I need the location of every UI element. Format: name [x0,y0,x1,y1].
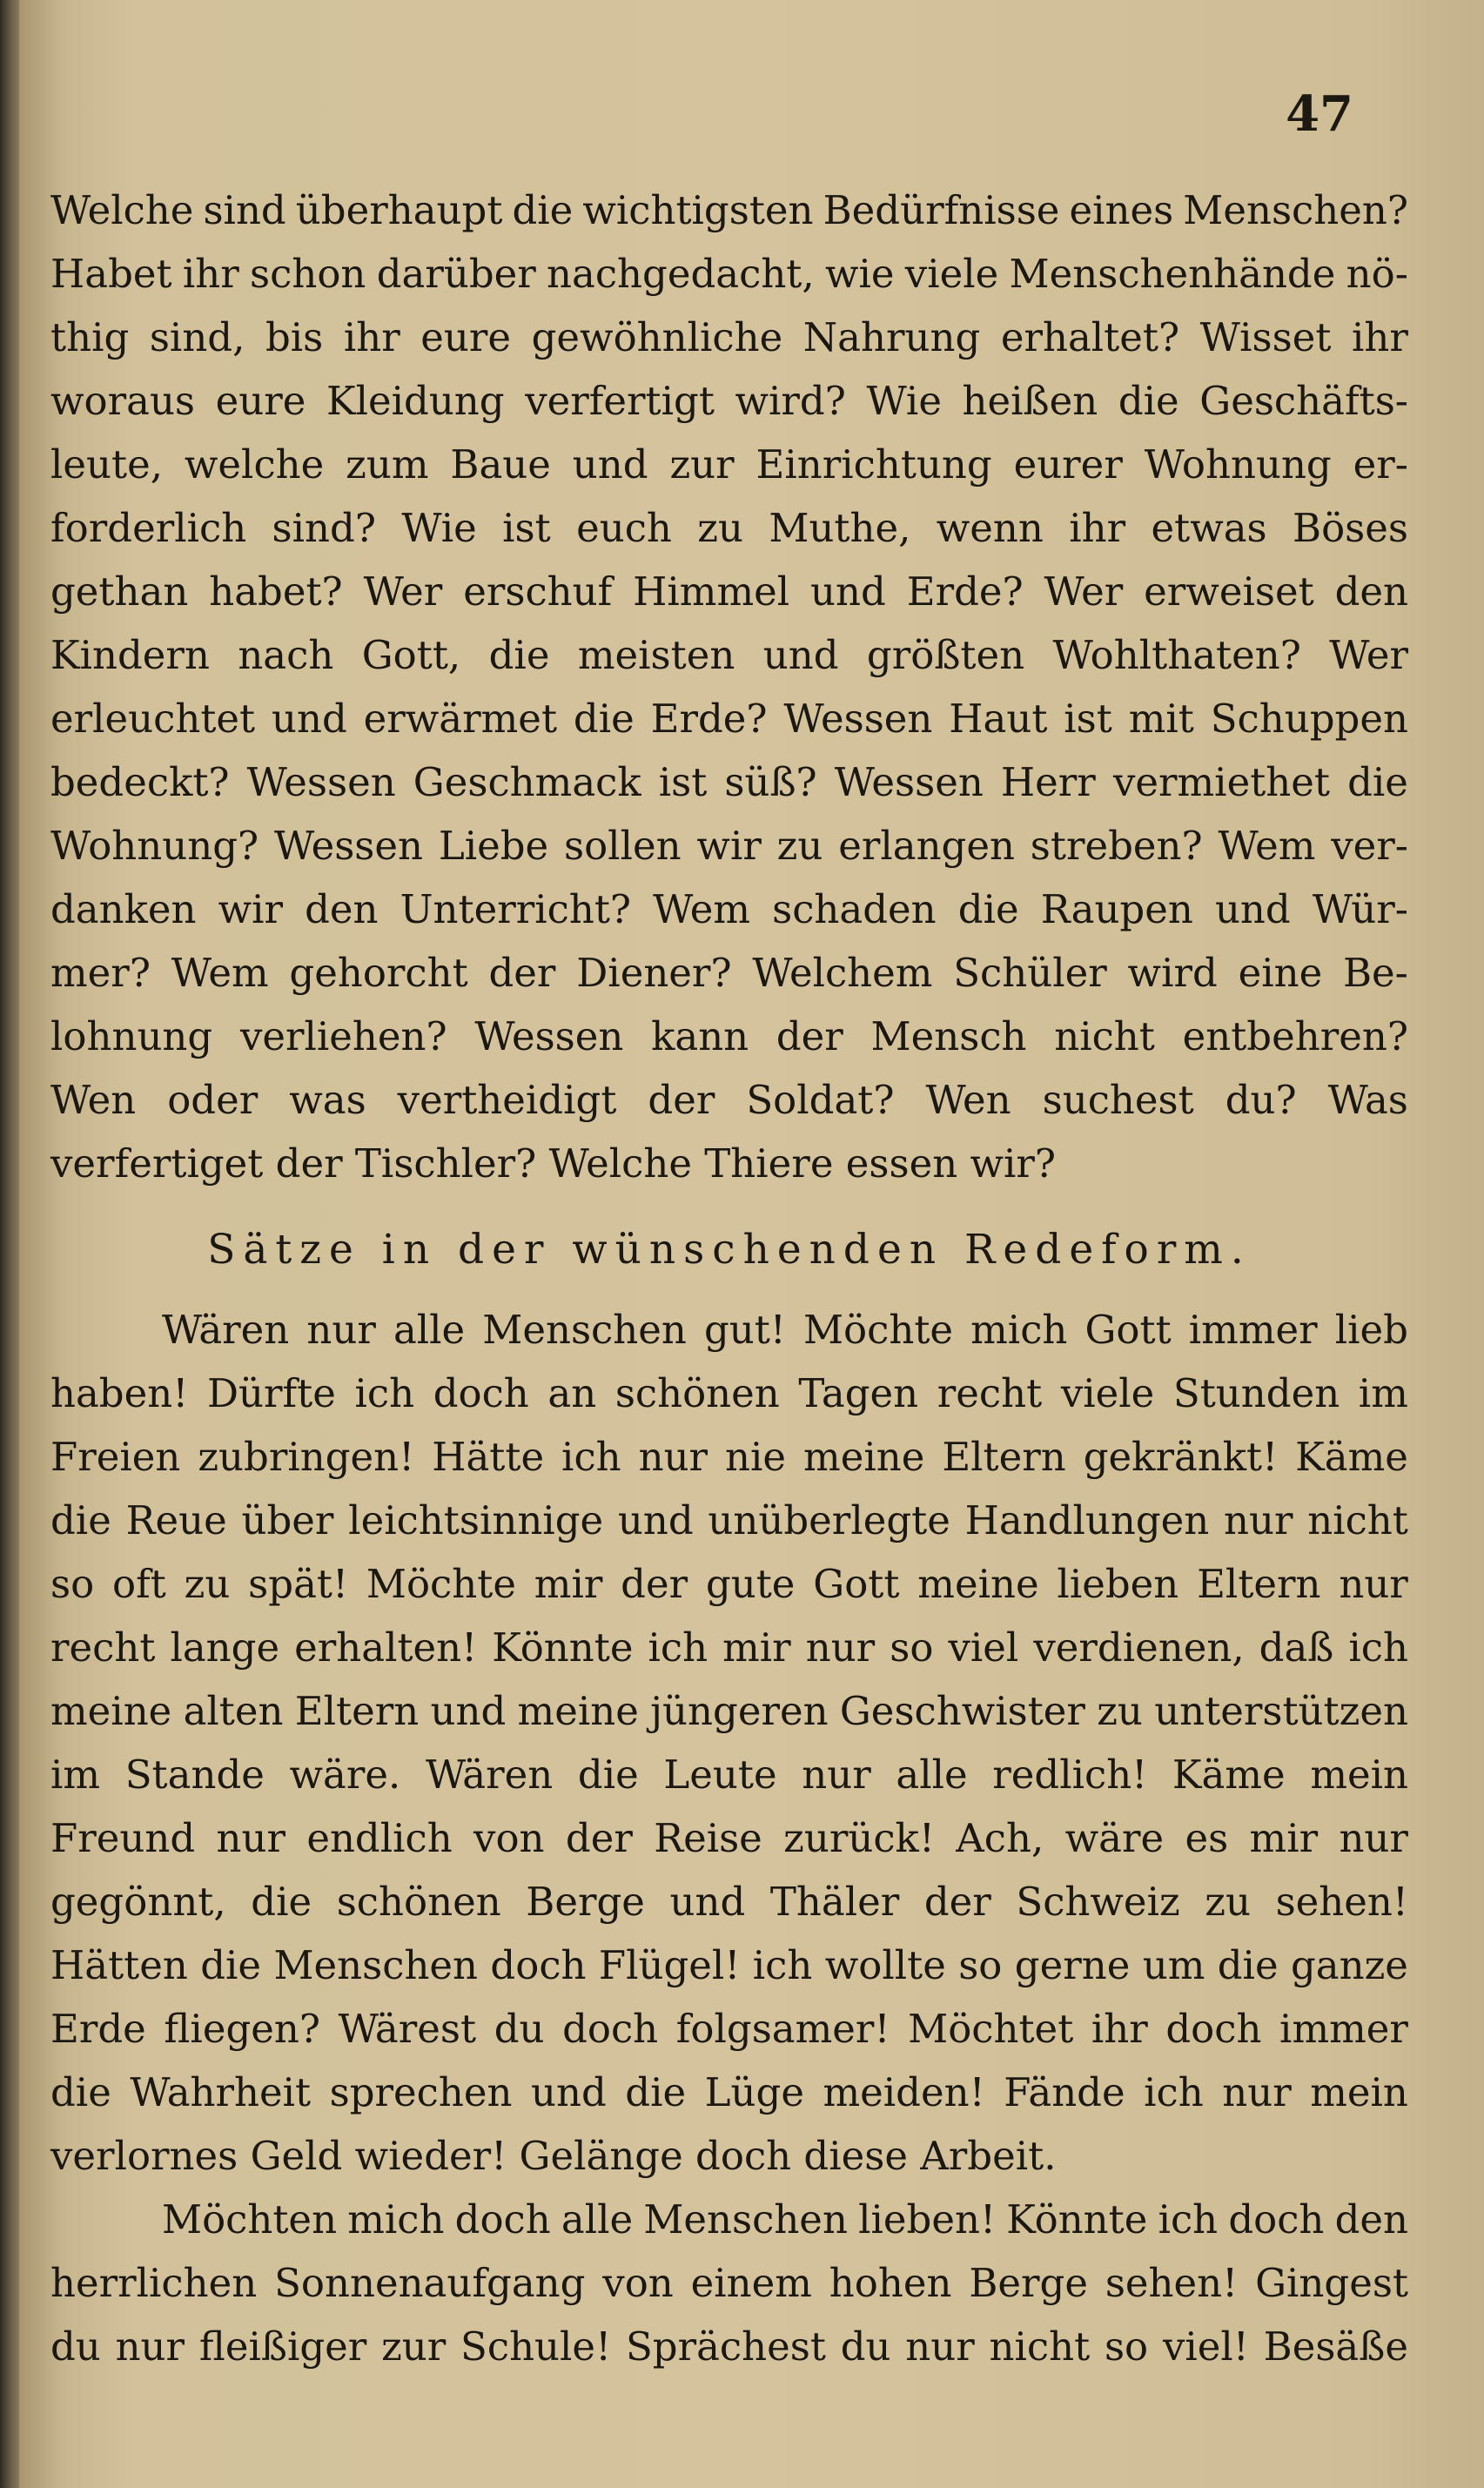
book-page [19,0,1484,2488]
text-line: die Wahrheit sprechen und die Lüge meiden! Fände ich nur mein [50,2069,1408,2115]
text-line: Wären nur alle Menschen gut! Möchte mich Gott immer lieb [162,1307,1408,1353]
text-line: gethan habet? Wer erschuf Himmel und Erde? Wer erweiset den [50,568,1408,615]
text-line: Welche sind überhaupt die wichtigsten Bedürfnisse eines Menschen? [50,187,1408,233]
text-line: herrlichen Sonnenaufgang von einem hohen Berge sehen! Gingest [50,2260,1408,2306]
text-line: recht lange erhalten! Könnte ich mir nur so viel verdienen, daß ich [50,1624,1408,1671]
page-text [50,178,1408,2378]
text-line: die Reue über leichtsinnige und unüberlegte Handlungen nur nicht [50,1497,1408,1543]
text-line: danken wir den Unterricht? Wem schaden die Raupen und Wür- [50,886,1408,932]
text-line: Erde fliegen? Wärest du doch folgsamer! Möchtet ihr doch immer [50,2006,1408,2052]
text-line: lohnung verliehen? Wessen kann der Mensch nicht entbehren? [50,1013,1408,1059]
book-spine-shadow [0,0,19,2488]
text-line: woraus eure Kleidung verfertigt wird? Wie heißen die Geschäfts- [50,378,1408,424]
text-line: gegönnt, die schönen Berge und Thäler der Schweiz zu sehen! [50,1879,1408,1925]
text-line: Hätten die Menschen doch Flügel! ich wollte so gerne um die ganze [50,1942,1408,1988]
text-line: forderlich sind? Wie ist euch zu Muthe, wenn ihr etwas Böses [50,505,1408,551]
text-line: erleuchtet und erwärmet die Erde? Wessen Haut ist mit Schuppen [50,696,1408,742]
paragraph-wishes-1 [50,1298,1408,2188]
text-line: so oft zu spät! Möchte mir der gute Gott meine lieben Eltern nur [50,1561,1408,1607]
text-line: du nur fleißiger zur Schule! Sprächest du nur nicht so viel! Besäße [50,2323,1408,2370]
paragraph-wishes-2 [50,2188,1408,2378]
text-line: Wohnung? Wessen Liebe sollen wir zu erlangen streben? Wem ver- [50,823,1408,869]
text-line: leute, welche zum Baue und zur Einrichtung eurer Wohnung er- [50,441,1408,488]
text-line: Freien zubringen! Hätte ich nur nie meine Eltern gekränkt! Käme [50,1434,1408,1480]
text-line: bedeckt? Wessen Geschmack ist süß? Wessen Herr vermiethet die [50,759,1408,805]
text-line: thig sind, bis ihr eure gewöhnliche Nahrung erhaltet? Wisset ihr [50,314,1408,360]
paragraph-questions [50,178,1408,1195]
text-line: Wen oder was vertheidigt der Soldat? Wen suchest du? Was [50,1077,1408,1123]
text-line: verlornes Geld wieder! Gelänge doch diese Arbeit. [50,2133,1057,2179]
text-line: Möchten mich doch alle Menschen lieben! Könnte ich doch den [162,2196,1408,2243]
text-line: meine alten Eltern und meine jüngeren Geschwister zu unterstützen [50,1688,1408,1734]
text-line: verfertiget der Tischler? Welche Thiere essen wir? [50,1140,1057,1187]
text-line: Kindern nach Gott, die meisten und größten Wohlthaten? Wer [50,632,1408,678]
text-line: Freund nur endlich von der Reise zurück! Ach, wäre es mir nur [50,1815,1408,1861]
page-number: 47 [1286,85,1353,143]
section-heading: Sätze in der wünschenden Redeform. [207,1226,1252,1274]
text-line: im Stande wäre. Wären die Leute nur alle redlich! Käme mein [50,1752,1408,1798]
text-line: Habet ihr schon darüber nachgedacht, wie viele Menschenhände nö- [50,251,1408,297]
text-line: haben! Dürfte ich doch an schönen Tagen recht viele Stunden im [50,1370,1408,1416]
text-line: mer? Wem gehorcht der Diener? Welchem Schüler wird eine Be- [50,950,1408,996]
